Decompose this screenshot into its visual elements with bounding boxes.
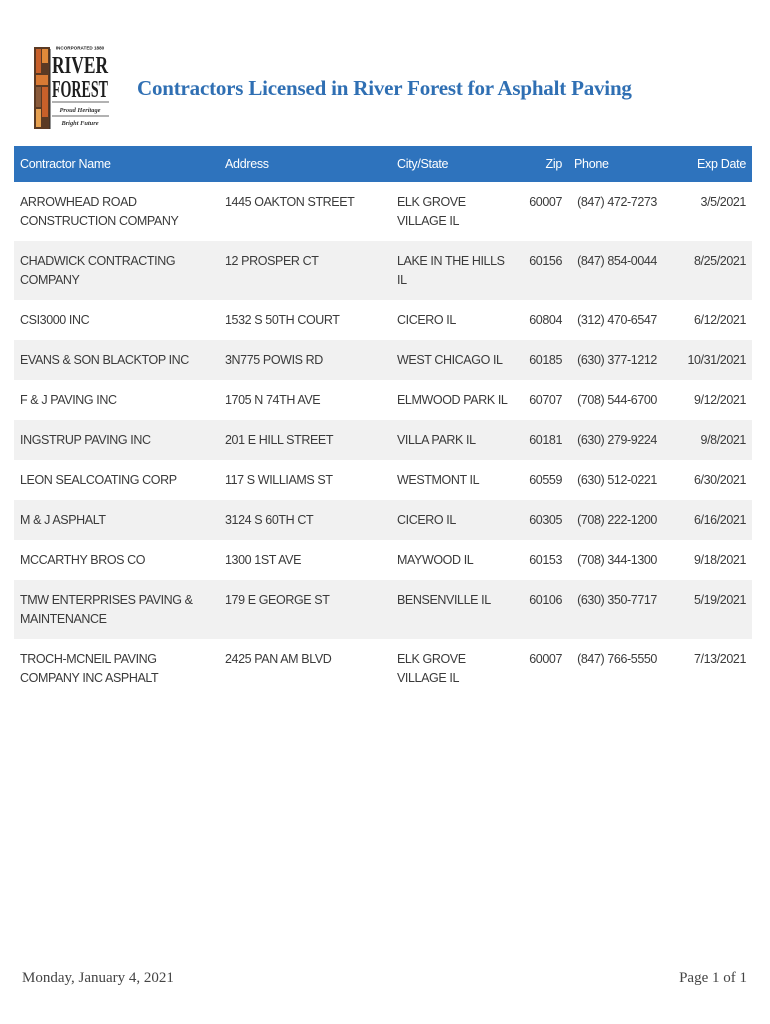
cell-city-state: ELMWOOD PARK IL — [391, 380, 523, 420]
cell-city-state: WESTMONT IL — [391, 460, 523, 500]
cell-contractor-name: INGSTRUP PAVING INC — [14, 420, 219, 460]
table-row — [14, 300, 752, 340]
footer-page-number: Page 1 of 1 — [679, 970, 747, 986]
page-title: Contractors Licensed in River Forest for Asphalt Paving — [137, 76, 632, 100]
cell-phone: (847) 854-0044 — [568, 241, 663, 300]
cell-address: 12 PROSPER CT — [219, 241, 391, 300]
logo-tagline-2: Bright Future — [61, 120, 99, 127]
cell-exp-date: 3/5/2021 — [663, 182, 752, 241]
logo-name-line2: FOREST — [52, 77, 108, 103]
cell-zip: 60153 — [523, 540, 568, 580]
cell-exp-date: 9/12/2021 — [663, 380, 752, 420]
cell-zip: 60305 — [523, 500, 568, 540]
table-row — [14, 340, 752, 380]
cell-phone: (708) 344-1300 — [568, 540, 663, 580]
cell-address: 179 E GEORGE ST — [219, 580, 391, 639]
header-exp-date: Exp Date — [663, 146, 752, 182]
cell-exp-date: 10/31/2021 — [663, 340, 752, 380]
cell-contractor-name: MCCARTHY BROS CO — [14, 540, 219, 580]
cell-phone: (630) 377-1212 — [568, 340, 663, 380]
cell-city-state: WEST CHICAGO IL — [391, 340, 523, 380]
cell-contractor-name: TROCH-MCNEIL PAVING COMPANY INC ASPHALT — [14, 639, 219, 698]
cell-address: 201 E HILL STREET — [219, 420, 391, 460]
cell-phone: (708) 544-6700 — [568, 380, 663, 420]
cell-city-state: LAKE IN THE HILLS IL — [391, 241, 523, 300]
cell-address: 2425 PAN AM BLVD — [219, 639, 391, 698]
cell-phone: (312) 470-6547 — [568, 300, 663, 340]
cell-zip: 60707 — [523, 380, 568, 420]
footer-date: Monday, January 4, 2021 — [22, 970, 174, 986]
cell-phone: (630) 350-7717 — [568, 580, 663, 639]
cell-zip: 60181 — [523, 420, 568, 460]
logo-incorporated: INCORPORATED 1880 — [55, 45, 105, 51]
cell-exp-date: 9/8/2021 — [663, 420, 752, 460]
header-city-state: City/State — [391, 146, 523, 182]
cell-zip: 60804 — [523, 300, 568, 340]
river-forest-logo — [33, 44, 111, 130]
header-contractor-name: Contractor Name — [14, 146, 219, 182]
cell-address: 3124 S 60TH CT — [219, 500, 391, 540]
cell-city-state: ELK GROVE VILLAGE IL — [391, 182, 523, 241]
table-row — [14, 639, 752, 698]
cell-zip: 60559 — [523, 460, 568, 500]
contractors-table — [14, 146, 752, 698]
cell-contractor-name: CHADWICK CONTRACTING COMPANY — [14, 241, 219, 300]
cell-phone: (708) 222-1200 — [568, 500, 663, 540]
cell-phone: (847) 766-5550 — [568, 639, 663, 698]
logo-name-line1: RIVER — [52, 53, 109, 79]
cell-zip: 60007 — [523, 639, 568, 698]
cell-contractor-name: CSI3000 INC — [14, 300, 219, 340]
cell-exp-date: 6/16/2021 — [663, 500, 752, 540]
cell-exp-date: 6/30/2021 — [663, 460, 752, 500]
cell-contractor-name: EVANS & SON BLACKTOP INC — [14, 340, 219, 380]
cell-city-state: VILLA PARK IL — [391, 420, 523, 460]
cell-exp-date: 9/18/2021 — [663, 540, 752, 580]
cell-city-state: CICERO IL — [391, 300, 523, 340]
cell-zip: 60106 — [523, 580, 568, 639]
logo-tagline-1: Proud Heritage — [59, 107, 101, 114]
cell-city-state: ELK GROVE VILLAGE IL — [391, 639, 523, 698]
table-row — [14, 241, 752, 300]
table-row — [14, 380, 752, 420]
cell-address: 1532 S 50TH COURT — [219, 300, 391, 340]
cell-zip: 60185 — [523, 340, 568, 380]
cell-city-state: BENSENVILLE IL — [391, 580, 523, 639]
table-row — [14, 182, 752, 241]
table-row — [14, 540, 752, 580]
cell-phone: (847) 472-7273 — [568, 182, 663, 241]
header-zip: Zip — [523, 146, 568, 182]
cell-address: 1300 1ST AVE — [219, 540, 391, 580]
header-phone: Phone — [568, 146, 663, 182]
cell-address: 1705 N 74TH AVE — [219, 380, 391, 420]
cell-address: 1445 OAKTON STREET — [219, 182, 391, 241]
table-row — [14, 580, 752, 639]
cell-contractor-name: TMW ENTERPRISES PAVING & MAINTENANCE — [14, 580, 219, 639]
cell-phone: (630) 512-0221 — [568, 460, 663, 500]
table-row — [14, 500, 752, 540]
cell-address: 117 S WILLIAMS ST — [219, 460, 391, 500]
cell-contractor-name: M & J ASPHALT — [14, 500, 219, 540]
cell-city-state: MAYWOOD IL — [391, 540, 523, 580]
cell-contractor-name: ARROWHEAD ROAD CONSTRUCTION COMPANY — [14, 182, 219, 241]
cell-phone: (630) 279-9224 — [568, 420, 663, 460]
table-row — [14, 460, 752, 500]
cell-exp-date: 8/25/2021 — [663, 241, 752, 300]
cell-exp-date: 7/13/2021 — [663, 639, 752, 698]
cell-contractor-name: F & J PAVING INC — [14, 380, 219, 420]
cell-zip: 60007 — [523, 182, 568, 241]
table-header-row — [14, 146, 752, 182]
cell-exp-date: 5/19/2021 — [663, 580, 752, 639]
cell-exp-date: 6/12/2021 — [663, 300, 752, 340]
table-row — [14, 420, 752, 460]
cell-city-state: CICERO IL — [391, 500, 523, 540]
cell-address: 3N775 POWIS RD — [219, 340, 391, 380]
header-address: Address — [219, 146, 391, 182]
cell-contractor-name: LEON SEALCOATING CORP — [14, 460, 219, 500]
cell-zip: 60156 — [523, 241, 568, 300]
